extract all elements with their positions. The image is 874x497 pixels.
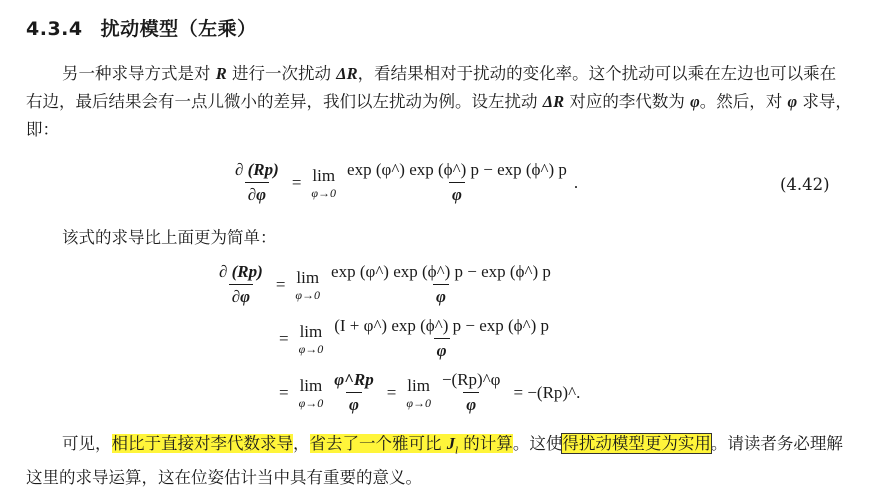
equals-sign: = (279, 328, 289, 348)
text: 可见， (62, 434, 112, 453)
derivation-line-3 (273, 370, 580, 415)
section-number: 4.3.4 (26, 18, 83, 40)
symbol-phi: φ (787, 92, 798, 111)
text: 。然后，对 (699, 92, 788, 111)
lim-label: lim (296, 267, 320, 287)
limit (406, 377, 431, 409)
text: ， (293, 434, 310, 453)
symbol-J-subscript: l (455, 444, 459, 457)
section-title: 扰动模型（左乘） (100, 18, 257, 40)
lhs-fraction (232, 160, 282, 205)
paragraph-simpler: 该式的求导比上面更为简单： (62, 228, 277, 247)
lim-subscript: φ→0 (406, 395, 431, 410)
line3-denominator-1: φ (346, 392, 362, 415)
equals-sign: = (386, 382, 397, 402)
equals-sign: = (279, 382, 289, 402)
lhs-numerator: ∂ (Rp) (235, 160, 279, 179)
line1-numerator: exp (φ^) exp (ϕ^) p − exp (ϕ^) p (331, 262, 551, 281)
lim-label: lim (407, 375, 430, 395)
rhs-denominator: φ (449, 182, 465, 205)
derivation-line-1 (212, 262, 558, 307)
line2-denominator: φ (434, 338, 450, 361)
lim-subscript: φ→0 (298, 395, 324, 410)
highlight-2-text: 的计算 (458, 434, 513, 453)
line3-numerator-1: φ^Rp (334, 370, 374, 389)
line2-fraction (331, 316, 552, 361)
lhs-numerator: ∂ (Rp) (219, 262, 263, 281)
paragraph-intro (26, 60, 852, 144)
text: 。请读者务必理解这里的求导运算，这在位姿估计当中具有重要的意义。 (26, 434, 843, 488)
rhs-fraction (344, 160, 570, 205)
highlight-1: 相比于直接对李代数求导 (111, 434, 293, 453)
text: 求导，即： (26, 92, 852, 139)
lim-label: lim (299, 375, 323, 395)
highlight-2-text: 省去了一个雅可比 (309, 434, 447, 453)
section-heading (26, 14, 257, 41)
line1-fraction (328, 262, 554, 307)
line3-fraction-2 (439, 370, 504, 415)
line3-result: = −(Rp)^. (513, 382, 581, 402)
limit (295, 269, 320, 301)
highlight-2 (309, 434, 513, 457)
equation-number: (4.42) (780, 175, 830, 194)
limit (311, 167, 336, 199)
text: 另一种求导方式是对 (62, 64, 216, 83)
lim-subscript: φ→0 (311, 185, 337, 200)
lhs-denominator: ∂φ (245, 182, 269, 205)
lim-subscript: φ→0 (295, 287, 321, 302)
symbol-J: J (446, 434, 455, 453)
equals-sign: = (291, 172, 302, 192)
limit (299, 377, 324, 409)
line2-numerator: (I + φ^) exp (ϕ^) p − exp (ϕ^) p (334, 316, 550, 335)
equation-4-42 (228, 160, 578, 205)
period: . (573, 172, 579, 192)
symbol-delta-R: ΔR (542, 92, 565, 111)
lim-subscript: φ→0 (298, 341, 324, 356)
text: 进行一次扰动 (226, 64, 337, 83)
text: 对应的李代数为 (564, 92, 691, 111)
line3-denominator-2: φ (463, 392, 479, 415)
paragraph-conclusion (26, 430, 852, 492)
text: 。这使 (512, 434, 563, 453)
symbol-R: R (215, 64, 227, 83)
lhs-fraction (216, 262, 266, 307)
lhs-denominator: ∂φ (229, 284, 253, 307)
derivation-line-2 (273, 316, 556, 361)
limit (299, 323, 324, 355)
lim-label: lim (312, 165, 336, 185)
text: ，看结果相对于扰动的变化率。这个扰动可以乘在左边也可以乘在右边，最后结果会有一点儿微小的差异，我们以左扰动为例。设左扰动 (26, 64, 837, 111)
highlight-3-boxed: 得扰动模型更为实用 (562, 434, 711, 453)
line3-numerator-2: −(Rp)^φ (441, 370, 501, 389)
lim-label: lim (299, 321, 323, 341)
line3-fraction-1 (331, 370, 376, 415)
rhs-numerator: exp (φ^) exp (ϕ^) p − exp (ϕ^) p (347, 160, 567, 179)
symbol-phi: φ (690, 92, 700, 111)
line1-denominator: φ (433, 284, 449, 307)
equals-sign: = (275, 274, 286, 294)
symbol-delta-R: ΔR (336, 64, 358, 83)
